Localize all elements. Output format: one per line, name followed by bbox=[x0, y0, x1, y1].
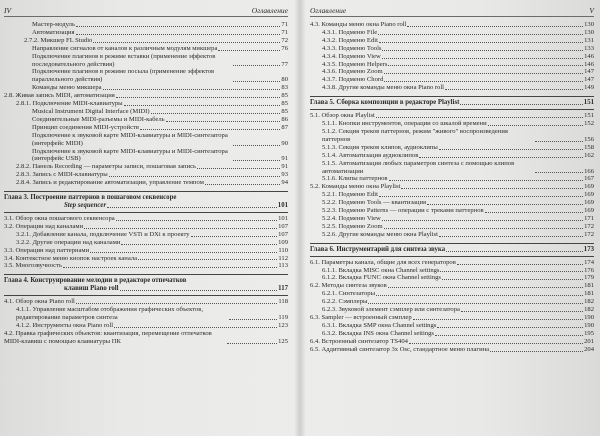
toc-entry-title: 6.1. Параметры канала, общие для всех генераторов bbox=[310, 258, 456, 266]
leader-dots bbox=[233, 145, 281, 146]
toc-entry bbox=[310, 191, 594, 199]
leader-dots bbox=[76, 26, 280, 27]
toc-entry-page: 85 bbox=[281, 100, 288, 108]
toc-entry bbox=[4, 215, 288, 223]
chapter-5-entries bbox=[310, 112, 594, 239]
toc-entry-page: 149 bbox=[584, 84, 594, 92]
toc-entry-page: 169 bbox=[584, 191, 594, 199]
toc-entry-page: 85 bbox=[281, 92, 288, 100]
leader-dots bbox=[461, 311, 583, 312]
toc-entry-page: 131 bbox=[584, 36, 594, 44]
toc-entry bbox=[310, 61, 594, 69]
chapter-4-sub-row bbox=[4, 285, 288, 293]
toc-entry bbox=[310, 215, 594, 223]
toc-entry-page: 181 bbox=[584, 290, 594, 298]
toc-entry-page: 195 bbox=[584, 329, 594, 337]
leader-dots bbox=[90, 252, 277, 253]
toc-entry-title: Подключение плагинов в режиме посыла (применение эффектов параллельного действия) bbox=[32, 68, 215, 84]
chapter-6-row bbox=[310, 246, 594, 254]
leader-dots bbox=[84, 228, 277, 229]
chapter-6-entries bbox=[310, 259, 594, 354]
chapter-5-page: 151 bbox=[583, 99, 594, 107]
toc-entry bbox=[4, 124, 288, 132]
leader-dots bbox=[233, 160, 281, 161]
leader-dots bbox=[233, 81, 281, 82]
leader-dots bbox=[109, 176, 281, 177]
toc-entry bbox=[4, 92, 288, 100]
toc-entry-page: 107 bbox=[278, 230, 288, 238]
right-header-title: Оглавление bbox=[310, 6, 347, 15]
toc-entry-title: Автоматизация bbox=[32, 28, 75, 36]
toc-entry bbox=[4, 132, 288, 148]
toc-entry-page: 171 bbox=[584, 214, 594, 222]
toc-entry bbox=[4, 330, 288, 346]
leader-dots bbox=[490, 351, 583, 352]
toc-entry-title: Подключение к звуковой карте MIDI-клавиатуры и MIDI-синтезатора (интерфейс MIDI) bbox=[32, 131, 228, 147]
toc-entry-title: 2.8.2. Панель Recording — параметры записи, пошаговая запись bbox=[16, 163, 197, 171]
toc-entry bbox=[310, 322, 594, 330]
chapter-3-entries bbox=[4, 215, 288, 270]
toc-entry bbox=[4, 29, 288, 37]
toc-entry-title: 6.3. Sampler — встроенный сэмплер bbox=[310, 314, 412, 321]
leader-dots bbox=[401, 188, 583, 189]
toc-entry-page: 166 bbox=[584, 167, 594, 175]
right-entries bbox=[310, 21, 594, 92]
toc-entry-title: 6.3.2. Вкладка INS окна Channel settings bbox=[322, 329, 434, 337]
leader-dots bbox=[439, 149, 583, 150]
toc-entry-title: 4.1.2. Инструменты окна Piano roll bbox=[16, 322, 114, 330]
chapter-3-heading bbox=[4, 191, 288, 213]
toc-entry-title: 4.2. Правка графических объектов: квантизация, перемещение отпечатков MIDI-клавиш с помощью клавиатуры ПК bbox=[4, 330, 212, 345]
toc-entry-title: 5.2.5. Подменю Zoom bbox=[322, 222, 383, 230]
toc-entry-title: 5.1.6. Клипы паттернов bbox=[322, 175, 388, 183]
toc-entry-page: 162 bbox=[584, 151, 594, 159]
toc-entry bbox=[4, 100, 288, 108]
chapter-4-heading bbox=[4, 274, 288, 296]
toc-entry bbox=[4, 171, 288, 179]
leader-dots bbox=[376, 295, 583, 296]
leader-dots bbox=[437, 327, 583, 328]
chapter-4-page: 117 bbox=[278, 285, 288, 293]
toc-entry-title: 5.2.6. Другие команды меню окна Playlist bbox=[322, 230, 438, 238]
left-entries bbox=[4, 21, 288, 187]
leader-dots bbox=[388, 287, 583, 288]
toc-entry bbox=[310, 128, 594, 144]
toc-entry-title: 6.2.3. Звуковой элемент сэмплер или синтезатора bbox=[322, 306, 460, 314]
toc-entry-page: 93 bbox=[281, 171, 288, 179]
chapter-5-row bbox=[310, 99, 594, 107]
toc-entry-page: 169 bbox=[584, 207, 594, 215]
toc-entry bbox=[4, 298, 288, 306]
leader-dots bbox=[166, 121, 281, 122]
leader-dots bbox=[435, 335, 583, 336]
toc-entry bbox=[4, 231, 288, 239]
toc-entry-title: Подключение плагинов в режиме вставки (применение эффектов последовательного действия) bbox=[32, 52, 216, 68]
toc-entry-page: 190 bbox=[584, 314, 594, 321]
toc-entry bbox=[4, 148, 288, 164]
toc-entry-page: 146 bbox=[584, 52, 594, 60]
leader-dots bbox=[124, 105, 281, 106]
toc-entry bbox=[310, 282, 594, 290]
leader-dots bbox=[227, 343, 278, 344]
toc-entry-page: 109 bbox=[278, 238, 288, 246]
toc-entry-title: 6.1.2. Вкладка FUNC окна Channel settings bbox=[322, 274, 441, 282]
toc-entry-page: 119 bbox=[278, 314, 288, 322]
toc-entry-page: 204 bbox=[584, 345, 594, 353]
leader-dots bbox=[460, 104, 582, 105]
toc-entry-title: 2.8.1. Подключение MIDI-клавиатуры bbox=[16, 100, 123, 108]
toc-entry-page: 107 bbox=[278, 222, 288, 230]
leader-dots bbox=[218, 50, 280, 51]
toc-entry-title: 5.1. Обзор окна Playlist bbox=[310, 112, 375, 120]
toc-entry-page: 174 bbox=[584, 258, 594, 266]
toc-entry bbox=[310, 45, 594, 53]
toc-entry bbox=[310, 112, 594, 120]
toc-entry bbox=[4, 37, 288, 45]
toc-entry-title: 5.2.1. Подменю Edit bbox=[322, 191, 378, 199]
toc-entry-page: 101 bbox=[278, 215, 288, 223]
toc-entry-page: 72 bbox=[281, 36, 288, 44]
leader-dots bbox=[138, 259, 277, 260]
toc-entry-title: 5.1.5. Автоматизация любых параметров синтеза с помощью клипов автоматизации bbox=[322, 159, 515, 175]
right-page-number: V bbox=[589, 6, 594, 15]
toc-entry bbox=[310, 231, 594, 239]
toc-entry bbox=[310, 330, 594, 338]
toc-entry bbox=[310, 120, 594, 128]
toc-entry-page: 147 bbox=[584, 76, 594, 84]
toc-entry-title: 5.1.2. Секция треков паттернов, режим "живого" воспроизведения паттернов bbox=[322, 127, 508, 143]
toc-entry-page: 167 bbox=[584, 175, 594, 183]
chapter-5-title: Глава 5. Сборка композиции в редакторе Playlist bbox=[310, 99, 460, 107]
toc-entry-page: 113 bbox=[278, 262, 288, 270]
leader-dots bbox=[382, 50, 583, 51]
toc-entry-page: 71 bbox=[281, 21, 288, 28]
toc-entry-page: 112 bbox=[278, 254, 288, 262]
toc-entry-title: Подключение к звуковой карте MIDI-клавиатуры и MIDI-синтезатора (интерфейс USB) bbox=[32, 147, 228, 163]
leader-dots bbox=[76, 34, 281, 35]
leader-dots bbox=[384, 228, 583, 229]
left-running-header bbox=[4, 6, 288, 17]
leader-dots bbox=[229, 319, 277, 320]
toc-entry bbox=[310, 199, 594, 207]
toc-entry bbox=[310, 175, 594, 183]
chapter-4-entries bbox=[4, 298, 288, 345]
leader-dots bbox=[535, 141, 583, 142]
toc-entry-page: 182 bbox=[584, 298, 594, 306]
toc-entry bbox=[4, 163, 288, 171]
toc-entry bbox=[310, 68, 594, 76]
chapter-6-title: Глава 6. Инструментарий для синтеза звука bbox=[310, 245, 446, 253]
leader-dots bbox=[413, 319, 583, 320]
toc-entry bbox=[310, 338, 594, 346]
toc-entry-title: 6.3.1. Вкладка SMP окна Channel settings bbox=[322, 321, 437, 329]
toc-entry bbox=[310, 53, 594, 61]
toc-entry-title: 2.7.2. Микшер FL Studio bbox=[24, 36, 93, 44]
toc-entry bbox=[310, 267, 594, 275]
toc-entry bbox=[4, 108, 288, 116]
toc-entry-title: 4.3.6. Подменю Zoom bbox=[322, 68, 383, 76]
leader-dots bbox=[442, 279, 583, 280]
toc-entry bbox=[4, 255, 288, 263]
toc-entry-page: 91 bbox=[281, 163, 288, 171]
leader-dots bbox=[379, 196, 583, 197]
toc-entry-title: Направление сигналов от каналов к различным модулям микшера bbox=[32, 44, 218, 52]
toc-entry-title: 3.2.1. Добавление канала, подключение VSTi и DXi к проекту bbox=[16, 230, 190, 238]
toc-entry-title: 5.2. Команды меню окна Playlist bbox=[310, 183, 401, 191]
toc-entry bbox=[310, 29, 594, 37]
toc-entry-title: 6.5. Аддитивный синтезатор 3х Osc, стандартное меню плагина bbox=[310, 345, 490, 353]
toc-entry-title: Мастер-модуль bbox=[32, 21, 75, 28]
right-running-header bbox=[310, 6, 594, 17]
leader-dots bbox=[382, 220, 583, 221]
toc-entry-title: 5.2.4. Подменю View bbox=[322, 214, 381, 222]
toc-entry bbox=[310, 144, 594, 152]
toc-entry-page: 172 bbox=[584, 222, 594, 230]
leader-dots bbox=[93, 42, 280, 43]
toc-entry bbox=[4, 262, 288, 270]
toc-entry bbox=[4, 247, 288, 255]
toc-entry bbox=[4, 322, 288, 330]
leader-dots bbox=[63, 267, 277, 268]
leader-dots bbox=[427, 204, 583, 205]
toc-entry bbox=[4, 68, 288, 84]
toc-entry-page: 176 bbox=[584, 266, 594, 274]
toc-entry bbox=[310, 314, 594, 322]
toc-entry bbox=[4, 239, 288, 247]
toc-entry-page: 169 bbox=[584, 199, 594, 207]
left-header-title: Оглавление bbox=[251, 6, 288, 15]
toc-entry bbox=[310, 259, 594, 267]
toc-entry bbox=[310, 183, 594, 191]
leader-dots bbox=[388, 65, 583, 66]
toc-entry bbox=[4, 45, 288, 53]
leader-dots bbox=[116, 220, 277, 221]
toc-entry-page: 90 bbox=[281, 139, 288, 147]
leader-dots bbox=[197, 168, 280, 169]
toc-entry bbox=[310, 290, 594, 298]
toc-entry bbox=[4, 179, 288, 187]
toc-entry-title: 5.1.1. Кнопки инструментов, операции со шкалой времени bbox=[322, 120, 487, 128]
chapter-4-subtitle: клавиш Piano roll bbox=[64, 285, 119, 293]
leader-dots bbox=[457, 264, 583, 265]
chapter-3-title: Глава 3. Построение паттернов в пошаговом секвенсоре bbox=[4, 194, 177, 202]
toc-entry-title: 5.2.3. Подменю Patterns — операции с треками паттернов bbox=[322, 207, 484, 215]
toc-entry bbox=[310, 346, 594, 354]
leader-dots bbox=[114, 327, 277, 328]
leader-dots bbox=[407, 26, 583, 27]
toc-entry bbox=[310, 160, 594, 176]
leader-dots bbox=[378, 34, 583, 35]
toc-entry bbox=[310, 207, 594, 215]
toc-entry-title: Соединительные MIDI-разъемы и MIDI-кабель bbox=[32, 115, 165, 123]
chapter-3-subtitle: Step sequencer bbox=[64, 202, 107, 210]
toc-entry-title: 2.8.4. Запись и редактирование автоматизации, управление темпом bbox=[16, 179, 204, 187]
leader-dots bbox=[446, 251, 583, 252]
toc-entry-title: 6.1.1. Вкладка MISC окна Channel settings bbox=[322, 266, 440, 274]
toc-entry-page: 85 bbox=[281, 107, 288, 115]
chapter-3-sub-row bbox=[4, 202, 288, 210]
toc-entry bbox=[4, 84, 288, 92]
chapter-6-page: 173 bbox=[583, 245, 594, 253]
toc-entry-page: 130 bbox=[584, 28, 594, 36]
toc-entry-page: 125 bbox=[278, 337, 288, 345]
leader-dots bbox=[205, 184, 281, 185]
toc-entry-title: 4.1. Обзор окна Piano roll bbox=[4, 298, 75, 306]
toc-entry-title: Команды меню микшера bbox=[32, 84, 102, 92]
toc-entry-title: 2.8. Живая запись MIDI, автоматизация bbox=[4, 92, 115, 100]
chapter-6-heading bbox=[310, 243, 594, 257]
toc-entry-title: 4.3.1. Подменю File bbox=[322, 28, 378, 36]
toc-entry-page: 83 bbox=[281, 84, 288, 92]
left-page bbox=[0, 0, 296, 436]
toc-entry-page: 179 bbox=[584, 274, 594, 282]
toc-entry-title: 5.1.3. Секция треков клипов, аудиоклипы bbox=[322, 143, 438, 151]
toc-entry bbox=[310, 21, 594, 29]
toc-entry-title: 3.2. Операции над каналами bbox=[4, 222, 84, 230]
toc-entry-title: Принцип соединения MIDI-устройств bbox=[32, 123, 140, 131]
toc-entry-page: 172 bbox=[584, 230, 594, 238]
chapter-4-title: Глава 4. Конструирование мелодии в редакторе отпечатков bbox=[4, 277, 187, 285]
toc-entry-page: 147 bbox=[584, 68, 594, 76]
leader-dots bbox=[76, 303, 277, 304]
chapter-5-heading bbox=[310, 96, 594, 110]
toc-entry bbox=[310, 298, 594, 306]
leader-dots bbox=[368, 303, 583, 304]
toc-entry-title: 6.2.2. Сэмплеры bbox=[322, 298, 368, 306]
toc-entry-title: 4.3.7. Подменю Chord bbox=[322, 76, 384, 84]
leader-dots bbox=[103, 89, 281, 90]
toc-entry-page: 133 bbox=[584, 44, 594, 52]
toc-entry-title: 4.3. Команды меню окна Piano roll bbox=[310, 21, 407, 28]
toc-entry-title: 6.2. Методы синтеза звуков bbox=[310, 282, 387, 290]
leader-dots bbox=[440, 271, 583, 272]
toc-entry-title: 4.3.4. Подменю View bbox=[322, 52, 381, 60]
leader-dots bbox=[445, 89, 583, 90]
toc-entry-page: 151 bbox=[584, 112, 594, 120]
toc-entry-page: 201 bbox=[584, 337, 594, 345]
toc-entry bbox=[4, 116, 288, 124]
toc-entry-page: 118 bbox=[278, 298, 288, 306]
leader-dots bbox=[389, 180, 584, 181]
toc-entry-page: 110 bbox=[278, 246, 288, 254]
left-toc bbox=[4, 21, 288, 346]
toc-entry-title: 6.2.1. Синтезаторы bbox=[322, 290, 376, 298]
toc-entry-page: 80 bbox=[281, 76, 288, 84]
toc-entry-title: 5.1.4. Автоматизация аудиоклипов bbox=[322, 151, 419, 159]
toc-entry-title: 3.2.2. Другие операции над каналами bbox=[16, 238, 121, 246]
toc-entry-page: 76 bbox=[281, 44, 288, 52]
leader-dots bbox=[384, 73, 583, 74]
right-page bbox=[302, 0, 600, 436]
toc-entry-page: 94 bbox=[281, 179, 288, 187]
leader-dots bbox=[439, 236, 583, 237]
toc-entry-title: 6.4. Встроенный синтезатор TS404 bbox=[310, 337, 408, 345]
toc-entry bbox=[310, 152, 594, 160]
toc-entry bbox=[310, 84, 594, 92]
toc-entry-title: 5.2.2. Подменю Tools — квантизация bbox=[322, 199, 427, 207]
toc-entry-page: 152 bbox=[584, 120, 594, 128]
leader-dots bbox=[535, 172, 583, 173]
toc-entry bbox=[4, 21, 288, 29]
toc-entry-title: 4.3.8. Другие команды меню окна Piano roll bbox=[322, 84, 444, 92]
leader-dots bbox=[419, 157, 583, 158]
leader-dots bbox=[107, 207, 277, 208]
toc-entry-title: 3.5. Многозвучность bbox=[4, 262, 62, 270]
toc-entry-title: 2.8.3. Запись с MIDI-клавиатуры bbox=[16, 171, 108, 179]
toc-entry-title: 3.1. Обзор окна пошагового секвенсора bbox=[4, 215, 115, 223]
toc-entry-page: 87 bbox=[281, 123, 288, 131]
leader-dots bbox=[120, 290, 278, 291]
toc-entry-title: 4.3.3. Подменю Tools bbox=[322, 44, 382, 52]
toc-entry-title: 4.3.2. Подменю Edit bbox=[322, 36, 378, 44]
toc-entry-page: 169 bbox=[584, 183, 594, 191]
toc-entry bbox=[4, 306, 288, 322]
toc-entry-page: 77 bbox=[281, 60, 288, 68]
leader-dots bbox=[485, 212, 584, 213]
toc-entry-page: 123 bbox=[278, 322, 288, 330]
leader-dots bbox=[151, 113, 281, 114]
toc-entry-page: 182 bbox=[584, 306, 594, 314]
toc-entry-page: 86 bbox=[281, 115, 288, 123]
toc-entry bbox=[310, 37, 594, 45]
right-toc bbox=[310, 21, 594, 354]
toc-entry-title: 4.3.5. Подменю Helpers bbox=[322, 60, 388, 68]
toc-entry bbox=[310, 306, 594, 314]
toc-entry-page: 181 bbox=[584, 282, 594, 290]
toc-entry-page: 156 bbox=[584, 135, 594, 143]
toc-entry-title: 3.4. Контекстное меню кнопок настроек канала bbox=[4, 254, 138, 262]
toc-entry-title: 3.3. Операции над паттернами bbox=[4, 246, 90, 254]
toc-entry-page: 71 bbox=[281, 28, 288, 36]
toc-entry bbox=[310, 223, 594, 231]
toc-entry-title: 4.1.1. Управление масштабом отображения графических объектов, редактирование параметров синтеза bbox=[16, 306, 204, 322]
toc-entry bbox=[310, 274, 594, 282]
toc-entry-page: 91 bbox=[281, 155, 288, 163]
leader-dots bbox=[121, 244, 277, 245]
toc-entry bbox=[4, 223, 288, 231]
toc-entry-title: Musical Instrument Digital Interface (MIDI) bbox=[32, 107, 150, 115]
toc-entry-page: 146 bbox=[584, 60, 594, 68]
leader-dots bbox=[376, 117, 583, 118]
toc-entry bbox=[310, 76, 594, 84]
toc-entry bbox=[4, 53, 288, 69]
left-page-number: IV bbox=[4, 6, 12, 15]
chapter-3-page: 101 bbox=[277, 202, 288, 210]
leader-dots bbox=[116, 97, 281, 98]
leader-dots bbox=[409, 343, 583, 344]
toc-entry-page: 158 bbox=[584, 143, 594, 151]
toc-entry-page: 190 bbox=[584, 321, 594, 329]
leader-dots bbox=[488, 125, 583, 126]
leader-dots bbox=[384, 81, 583, 82]
leader-dots bbox=[379, 42, 583, 43]
leader-dots bbox=[382, 58, 583, 59]
leader-dots bbox=[191, 236, 278, 237]
toc-entry-page: 130 bbox=[584, 21, 594, 28]
leader-dots bbox=[233, 65, 281, 66]
leader-dots bbox=[140, 129, 280, 130]
